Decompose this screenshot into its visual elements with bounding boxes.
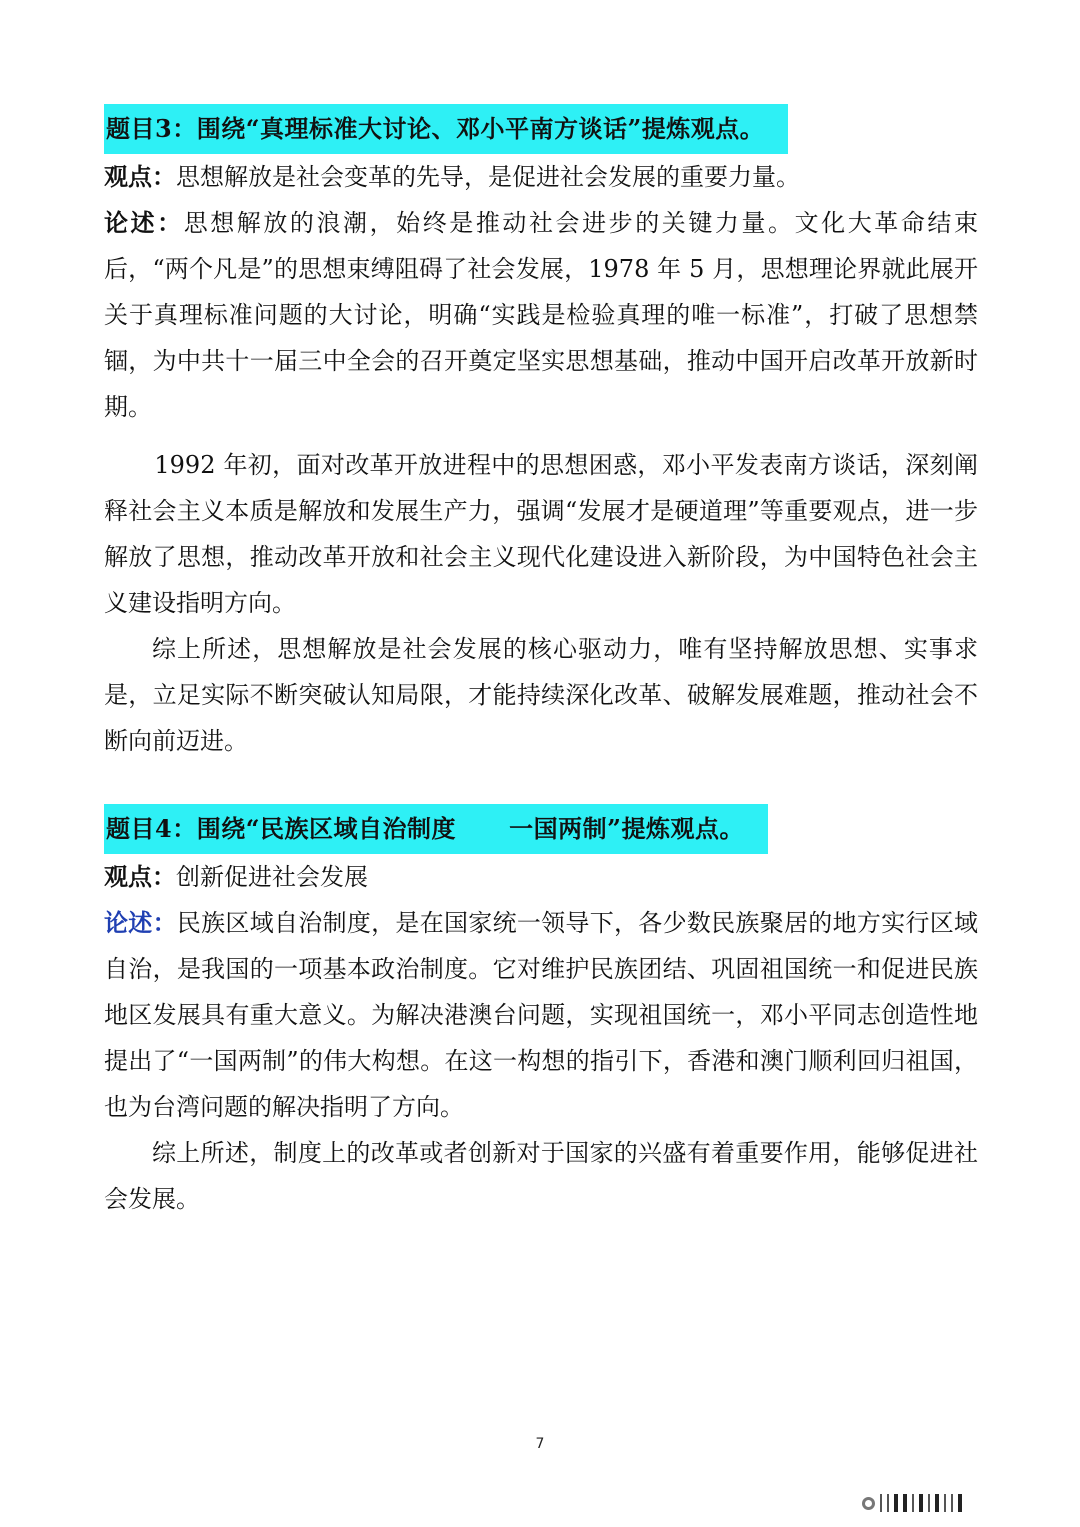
- section-4-heading-row: [104, 804, 978, 854]
- section-3-heading: 题目3：围绕“真理标准大讨论、邓小平南方谈话”提炼观点。: [104, 104, 788, 154]
- section-3-viewpoint: [104, 154, 978, 200]
- section-3-conclusion: 综上所述，思想解放是社会发展的核心驱动力，唯有坚持解放思想、实事求是，立足实际不断突破认知局限，才能持续深化改革、破解发展难题，推动社会不断向前迈进。: [104, 635, 978, 755]
- viewpoint-label: 观点：: [104, 862, 176, 891]
- section-4-viewpoint: [104, 854, 978, 900]
- viewpoint-label: 观点：: [104, 162, 176, 191]
- section-3-paragraph-2: 1992 年初，面对改革开放进程中的思想困惑，邓小平发表南方谈话，深刻阐释社会主义本质是解放和发展生产力，强调“发展才是硬道理”等重要观点，进一步解放了思想，推动改革开放和社会主义现代化建设进入新阶段，为中国特色社会主义建设指明方向。: [104, 451, 978, 617]
- page-content: [104, 104, 978, 1222]
- section-4-heading: 题目4：围绕“民族区域自治制度 一国两制”提炼观点。: [104, 804, 768, 854]
- viewpoint-text: 思想解放是社会变革的先导，是促进社会发展的重要力量。: [176, 163, 800, 191]
- argument-text: 民族区域自治制度，是在国家统一领导下，各少数民族聚居的地方实行区域自治，是我国的一项基本政治制度。它对维护民族团结、巩固祖国统一和促进民族地区发展具有重大意义。为解决港澳台问题，实现祖国统一，邓小平同志创造性地提出了“一国两制”的伟大构想。在这一构想的指引下，香港和澳门顺利回归祖国，也为台湾问题的解决指明了方向。: [104, 909, 978, 1121]
- section-3-heading-row: [104, 104, 978, 154]
- ring-icon: [862, 1497, 875, 1510]
- viewpoint-text: 创新促进社会发展: [176, 863, 368, 891]
- page-number: 7: [535, 1436, 545, 1452]
- section-4-argument: [104, 900, 978, 1130]
- argument-label: 论述：: [104, 908, 177, 937]
- section-4-conclusion: 综上所述，制度上的改革或者创新对于国家的兴盛有着重要作用，能够促进社会发展。: [104, 1139, 978, 1213]
- argument-text: 思想解放的浪潮，始终是推动社会进步的关键力量。文化大革命结束后，“两个凡是”的思想束缚阻碍了社会发展，1978 年 5 月，思想理论界就此展开关于真理标准问题的大讨论，明确“实践是检验真理的唯一标准”，打破了思想禁锢，为中共十一届三中全会的召开奠定坚实思想基础，推动中国开启改革开放新时期。: [104, 209, 978, 421]
- toutiao-watermark-icon: [862, 1488, 1062, 1518]
- section-3-argument: [104, 200, 978, 430]
- argument-label: 论述：: [104, 208, 184, 237]
